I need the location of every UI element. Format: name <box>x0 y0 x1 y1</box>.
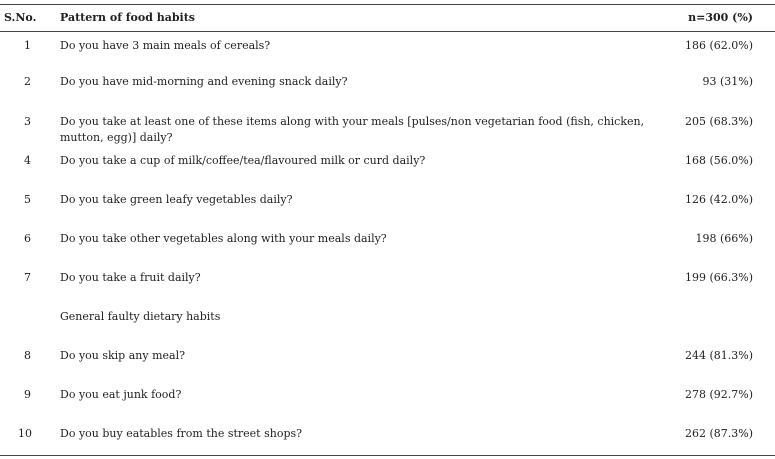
row-6-sno: 6 <box>24 232 31 245</box>
row-3-sno: 3 <box>24 115 31 128</box>
row-6-pattern: Do you take other vegetables along with your meals daily? <box>60 232 387 245</box>
row-9-pattern: Do you eat junk food? <box>60 388 182 401</box>
section-heading-faulty-habits: General faulty dietary habits <box>60 310 221 323</box>
header-n: n=300 (%) <box>688 11 753 24</box>
table-top-rule <box>0 4 775 5</box>
row-7-n: 199 (66.3%) <box>684 271 753 284</box>
row-1-n: 186 (62.0%) <box>684 39 753 52</box>
row-1-pattern: Do you have 3 main meals of cereals? <box>60 39 271 52</box>
row-10-sno: 10 <box>18 427 32 440</box>
row-5-sno: 5 <box>24 193 31 206</box>
row-2-sno: 2 <box>24 75 31 88</box>
row-1-sno: 1 <box>24 39 31 52</box>
row-2-n: 93 (31%) <box>702 75 753 88</box>
header-sno: S.No. <box>4 11 37 24</box>
row-7-pattern: Do you take a fruit daily? <box>60 271 201 284</box>
row-5-n: 126 (42.0%) <box>684 193 753 206</box>
row-4-sno: 4 <box>24 154 31 167</box>
row-4-n: 168 (56.0%) <box>684 154 753 167</box>
row-9-n: 278 (92.7%) <box>684 388 753 401</box>
row-4-pattern: Do you take a cup of milk/coffee/tea/flavoured milk or curd daily? <box>60 154 426 167</box>
header-pattern: Pattern of food habits <box>60 11 195 24</box>
row-10-pattern: Do you buy eatables from the street shops? <box>60 427 303 440</box>
row-8-pattern: Do you skip any meal? <box>60 349 185 362</box>
row-10-n: 262 (87.3%) <box>684 427 753 440</box>
row-8-n: 244 (81.3%) <box>684 349 753 362</box>
row-3-pattern: Do you take at least one of these items along with your meals [pulses/non vegetarian food (fish, chicken, mutton, egg)] daily? <box>60 115 645 144</box>
row-2-pattern: Do you have mid-morning and evening snack daily? <box>60 75 348 88</box>
row-5-pattern: Do you take green leafy vegetables daily? <box>60 193 293 206</box>
row-9-sno: 9 <box>24 388 31 401</box>
row-3-n: 205 (68.3%) <box>684 115 753 128</box>
row-7-sno: 7 <box>24 271 31 284</box>
table-bottom-rule <box>0 455 775 456</box>
row-6-n: 198 (66%) <box>695 232 753 245</box>
table-header-rule <box>0 31 775 32</box>
row-8-sno: 8 <box>24 349 31 362</box>
